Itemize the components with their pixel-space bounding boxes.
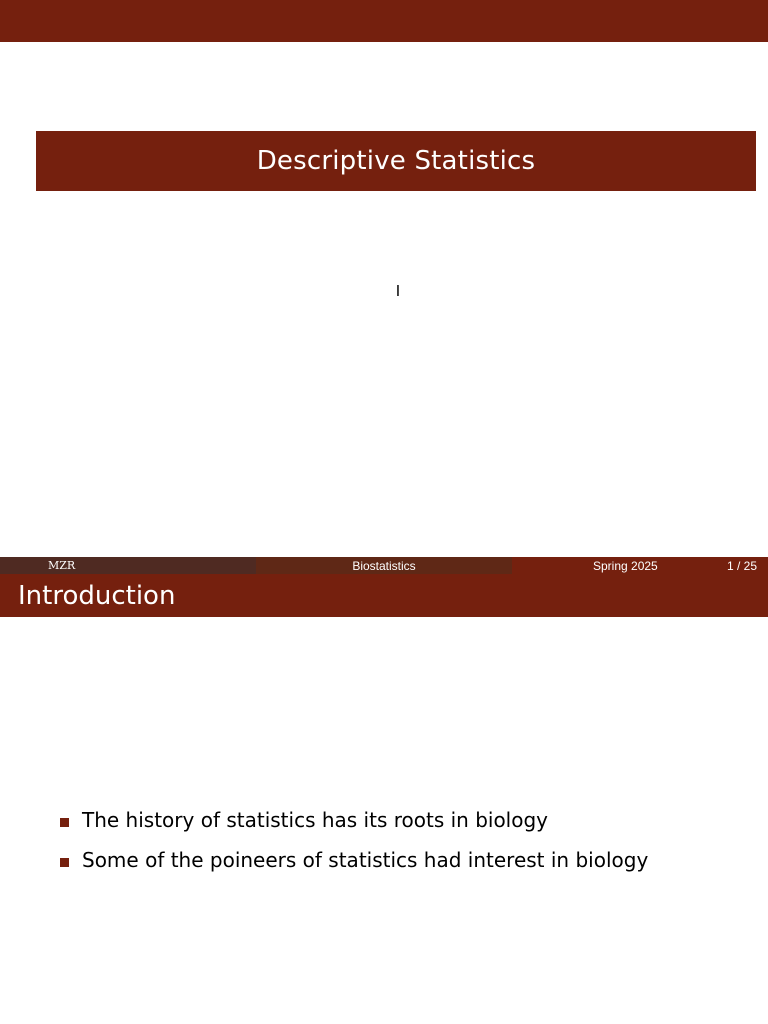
bullet-text: The history of statistics has its roots in biology — [82, 808, 549, 832]
footer-date-page — [512, 557, 768, 574]
subtitle-mark: I — [395, 282, 401, 300]
slide-top-bar — [0, 0, 768, 42]
frame-title: Introduction — [18, 580, 176, 611]
slide-title-box — [36, 131, 756, 191]
slide-footer — [0, 557, 768, 574]
bullet-list — [60, 800, 648, 880]
footer-author — [0, 557, 256, 574]
list-item — [60, 840, 648, 880]
bullet-text: Some of the poineers of statistics had interest in biology — [82, 848, 649, 872]
footer-date: Spring 2025 — [593, 558, 658, 573]
footer-author-text: MZR — [48, 559, 76, 572]
footer-course — [256, 557, 512, 574]
square-bullet-icon — [60, 818, 69, 827]
slide-title: Descriptive Statistics — [256, 146, 536, 176]
square-bullet-icon — [60, 858, 69, 867]
list-item — [60, 800, 648, 840]
frame-title-bar — [0, 574, 768, 617]
footer-course-text: Biostatistics — [352, 558, 416, 573]
footer-page-number: 1 / 25 — [726, 558, 757, 573]
